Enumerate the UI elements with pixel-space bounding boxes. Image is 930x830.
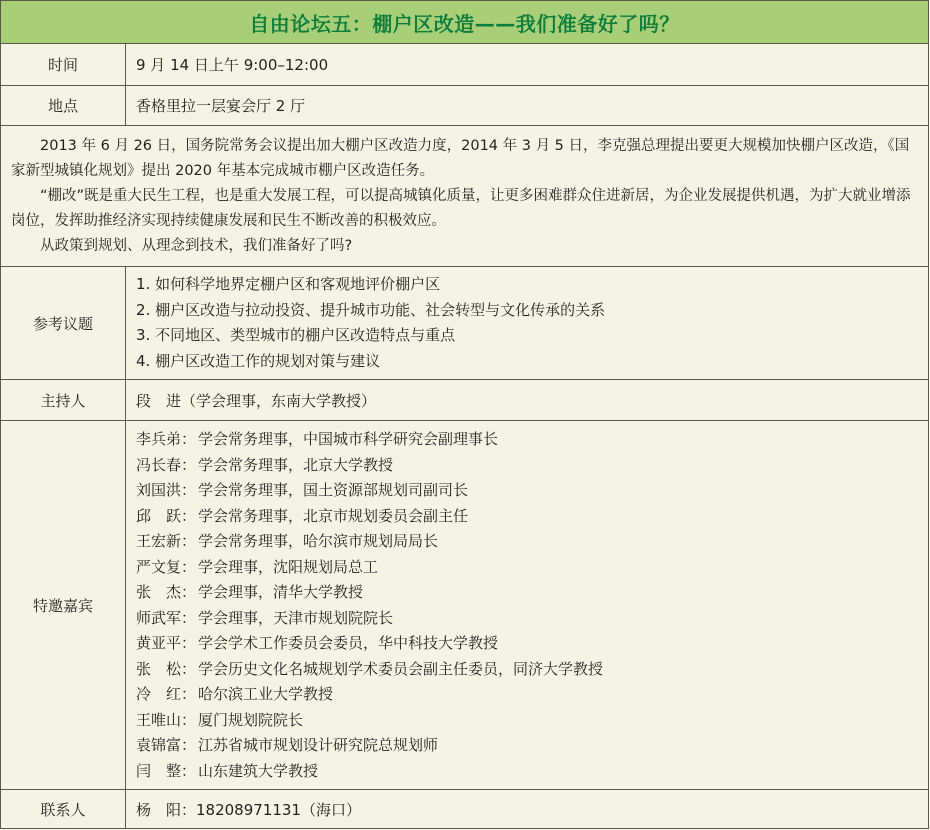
topics-label: 参考议题: [1, 267, 126, 379]
guest-item: [136, 606, 928, 632]
guest-name: 张 松：: [136, 659, 197, 678]
topic-item: 4. 棚户区改造工作的规划对策与建议: [136, 351, 381, 370]
guest-item: [136, 478, 928, 504]
guest-item: [136, 580, 928, 606]
guest-item: [136, 657, 928, 683]
guest-title: 学会理事，清华大学教授: [198, 583, 364, 601]
location-label: 地点: [1, 86, 126, 125]
guest-name: 黄亚平：: [136, 634, 197, 652]
guests-row: [1, 421, 928, 790]
guest-item: [136, 682, 928, 708]
guest-item: [136, 555, 928, 581]
guest-name: 张 杰：: [136, 583, 197, 601]
guest-name: 刘国洪：: [136, 481, 197, 499]
guest-name: 师武军：: [136, 608, 197, 627]
location-row: [1, 86, 928, 126]
guest-title: 学会历史文化名城规划学术委员会副主任委员，同济大学教授: [198, 659, 604, 678]
guest-title: 哈尔滨工业大学教授: [198, 685, 334, 703]
time-row: [1, 44, 928, 86]
description-paragraph: 从政策到规划、从理念到技术，我们准备好了吗?: [40, 238, 353, 254]
host-label: 主持人: [1, 380, 126, 420]
topic-item: 1. 如何科学地界定棚户区和客观地评价棚户区: [136, 275, 441, 293]
guest-item: [136, 733, 928, 759]
guest-name: 邱 跃：: [136, 506, 197, 525]
contact-value: 杨 阳：18208971131（海口）: [136, 801, 361, 819]
guest-item: [136, 631, 928, 657]
guest-item: [136, 529, 928, 555]
time-label: 时间: [1, 44, 126, 85]
guests-list: [126, 421, 928, 789]
host-value: 段 进（学会理事，东南大学教授）: [136, 391, 377, 410]
host-row: [1, 380, 928, 421]
time-value: 9 月 14 日上午 9:00–12:00: [136, 56, 329, 74]
guest-title: 学会常务理事，哈尔滨市规划局局长: [198, 532, 439, 550]
forum-title: 自由论坛五：棚户区改造——我们准备好了吗？: [1, 1, 928, 44]
guest-name: 王宏新：: [136, 532, 197, 550]
guest-item: [136, 427, 928, 453]
description-paragraph: “棚改”既是重大民生工程，也是重大发展工程，可以提高城镇化质量，让更多困难群众住进新居，为企业发展提供机遇，为扩大就业增添岗位，发挥助推经济实现持续健康发展和民生不断改善的积极效应。: [11, 188, 911, 229]
guest-name: 冷 红：: [136, 685, 197, 703]
description-paragraph: 2013 年 6 月 26 日，国务院常务会议提出加大棚户区改造力度，2014 年 3 月 5 日，李克强总理提出要更大规模加快棚户区改造，《国家新型城镇化规划》提出 2020 年基本完成城市棚户区改造任务。: [11, 138, 910, 179]
guest-item: [136, 759, 928, 785]
topic-item: 3. 不同地区、类型城市的棚户区改造特点与重点: [136, 326, 456, 344]
description-text: [1, 126, 928, 266]
description-row: [1, 126, 928, 267]
guest-name: 严文复：: [136, 557, 197, 576]
guest-name: 冯长春：: [136, 455, 197, 474]
guest-item: [136, 708, 928, 734]
guest-title: 学会理事，沈阳规划局总工: [198, 557, 379, 576]
guest-title: 江苏省城市规划设计研究院总规划师: [198, 736, 439, 754]
location-value: 香格里拉一层宴会厅 2 厅: [136, 97, 306, 115]
topic-item: 2. 棚户区改造与拉动投资、提升城市功能、社会转型与文化传承的关系: [136, 300, 606, 319]
guest-name: 王唯山：: [136, 710, 197, 729]
guest-name: 闫 整：: [136, 761, 197, 780]
guest-title: 学会理事，天津市规划院院长: [198, 608, 394, 627]
guest-title: 学会常务理事，中国城市科学研究会副理事长: [198, 430, 499, 448]
guest-title: 山东建筑大学教授: [198, 761, 319, 780]
topics-list: [126, 267, 928, 379]
guest-name: 袁锦富：: [136, 736, 197, 754]
guest-title: 学会常务理事，国土资源部规划司副司长: [198, 481, 469, 499]
guest-item: [136, 453, 928, 479]
contact-row: [1, 790, 928, 829]
guests-label: 特邀嘉宾: [1, 421, 126, 789]
guest-name: 李兵弟：: [136, 430, 197, 448]
contact-label: 联系人: [1, 790, 126, 829]
guest-title: 学会常务理事，北京市规划委员会副主任: [198, 506, 469, 525]
guest-item: [136, 504, 928, 530]
guest-title: 学会常务理事，北京大学教授: [198, 455, 394, 474]
guest-title: 厦门规划院院长: [198, 710, 304, 729]
guest-title: 学会学术工作委员会委员，华中科技大学教授: [198, 634, 499, 652]
topics-row: [1, 267, 928, 380]
